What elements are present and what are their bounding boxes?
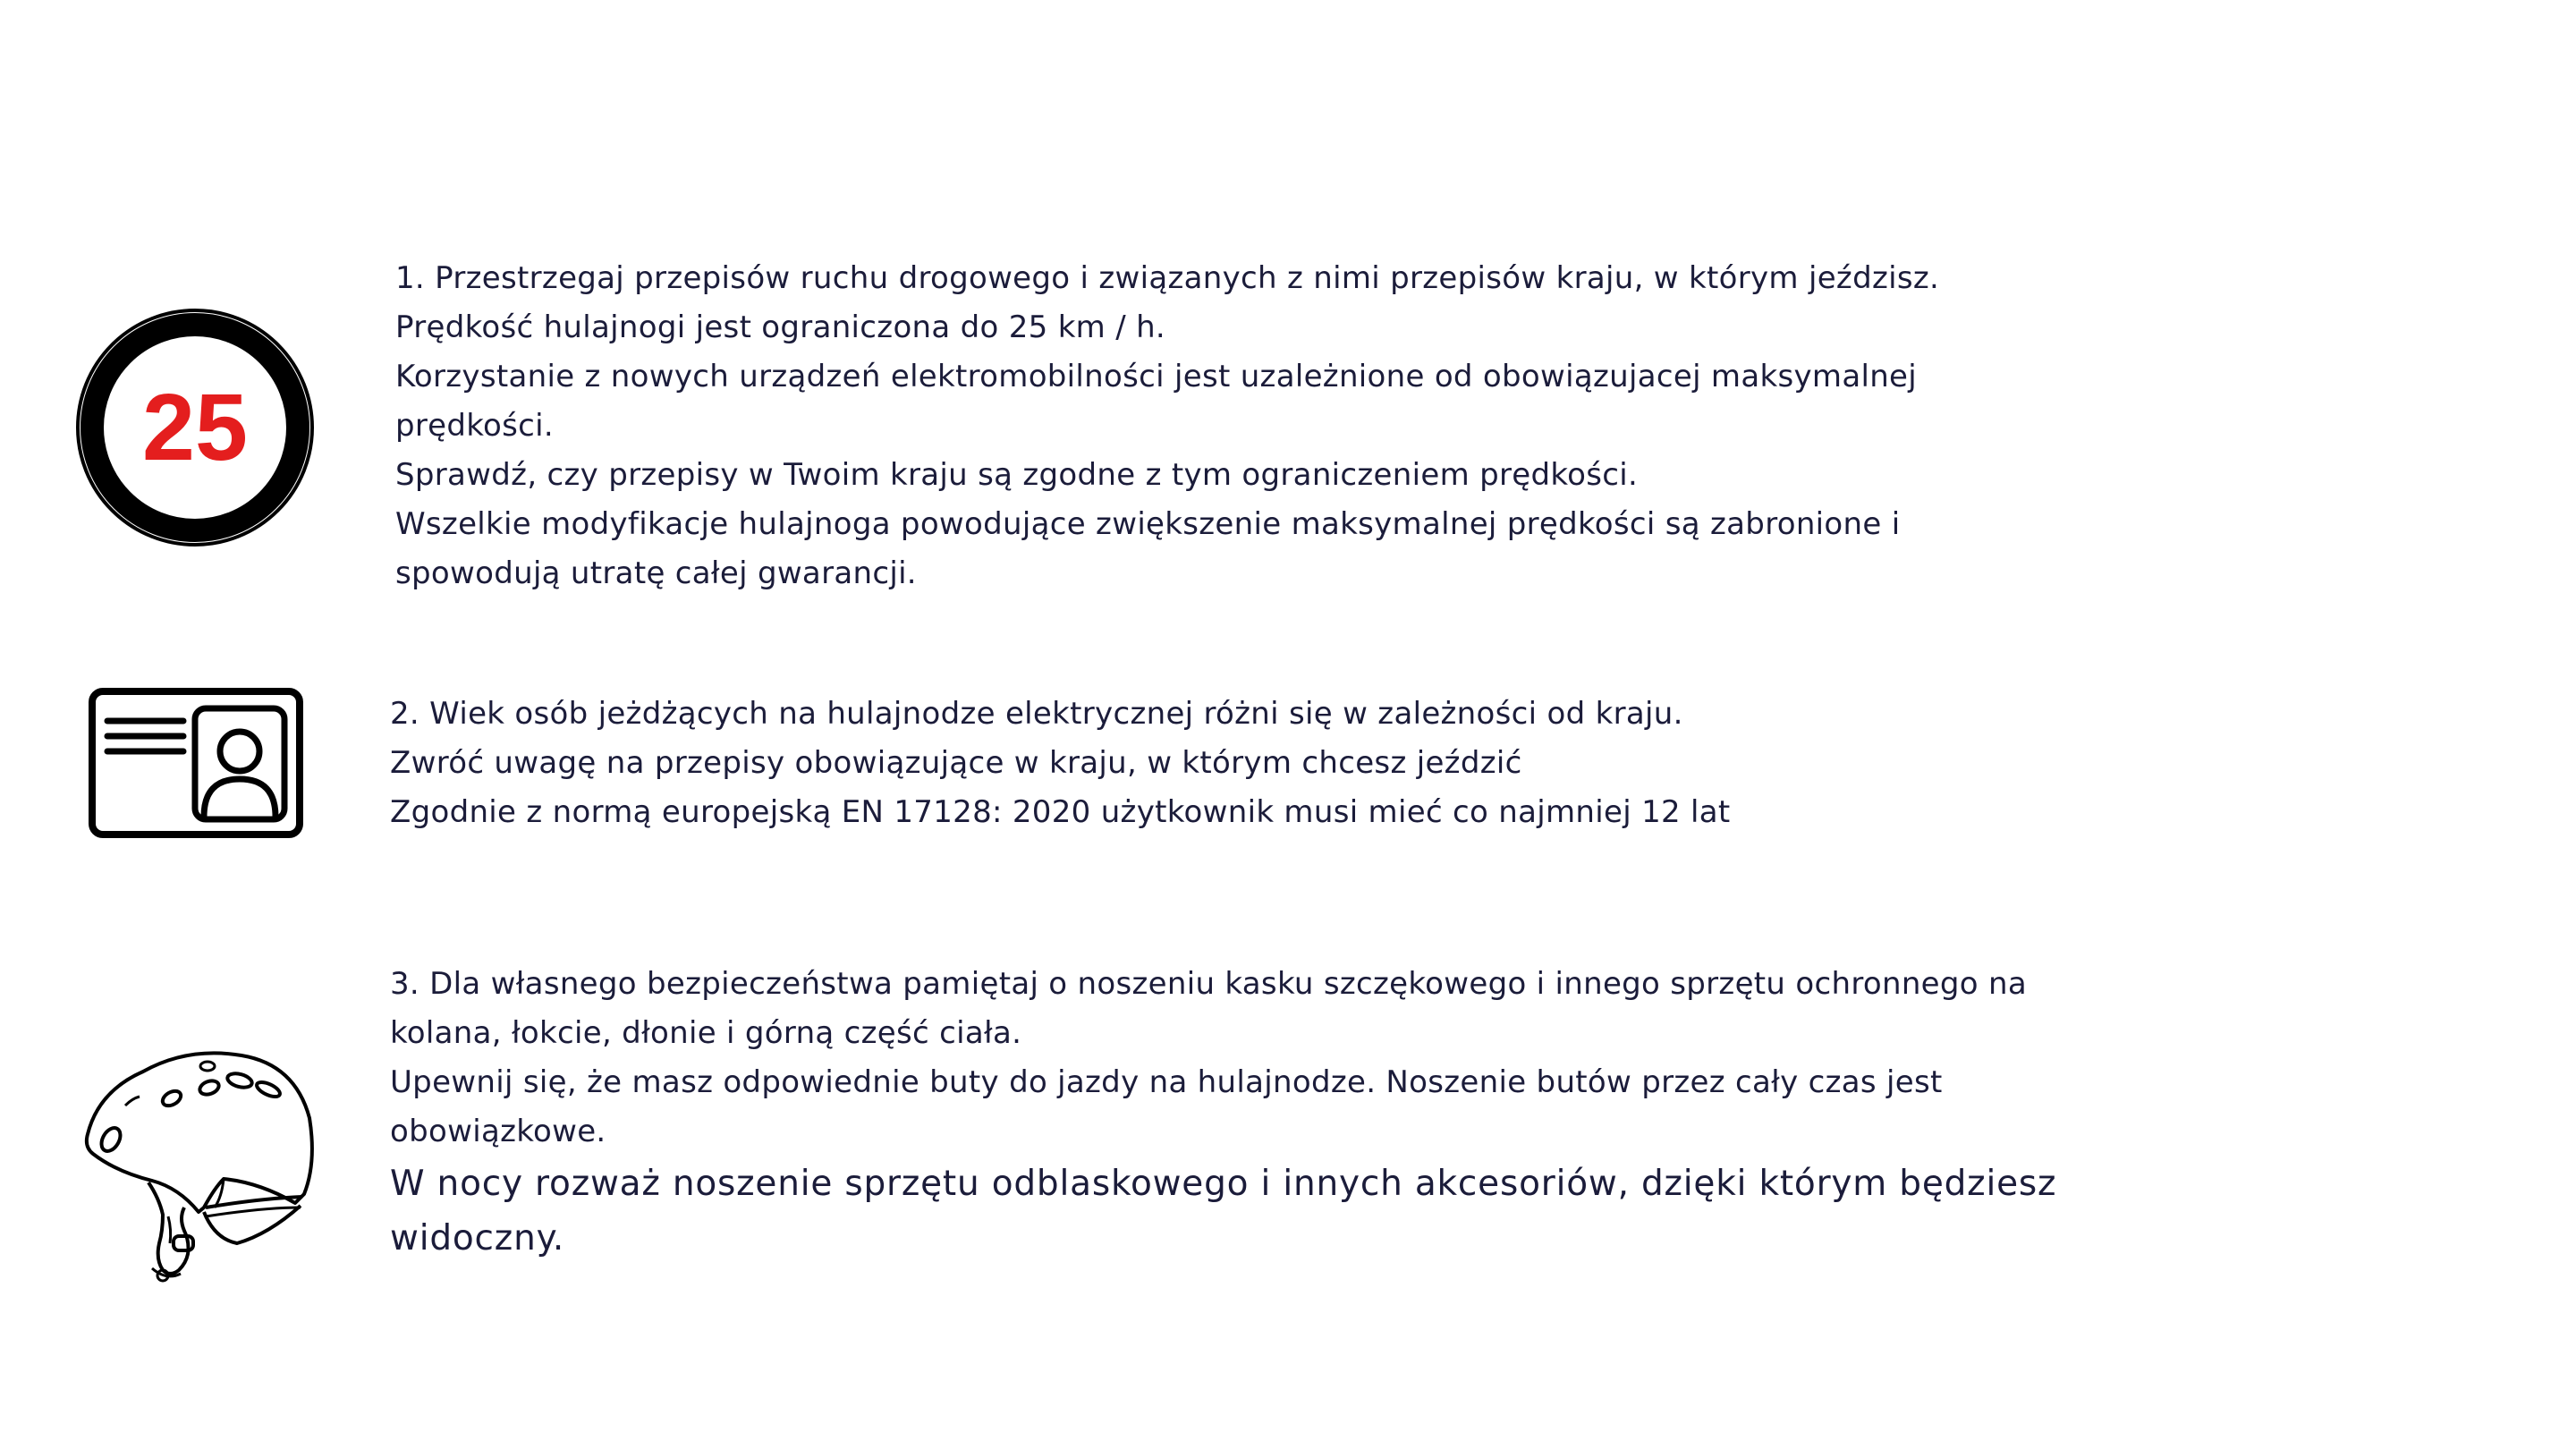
paragraph-line: 1. Przestrzegaj przepisów ruchu drogowego i związanych z nimi przepisów kraju, w którym jeździsz. bbox=[395, 260, 1940, 296]
paragraph-line: 2. Wiek osób jeżdżących na hulajnodze elektrycznej różni się w zależności od kraju. bbox=[390, 696, 1683, 732]
speed-limit-25-icon bbox=[75, 308, 315, 547]
paragraph-line: Zwróć uwagę na przepisy obowiązujące w kraju, w którym chcesz jeździć bbox=[390, 745, 1522, 781]
paragraph-line: kolana, łokcie, dłonie i górną część ciała. bbox=[390, 1015, 1022, 1051]
paragraph-line: Sprawdź, czy przepisy w Twoim kraju są zgodne z tym ograniczeniem prędkości. bbox=[395, 457, 1639, 493]
paragraph-line: prędkości. bbox=[395, 408, 555, 444]
section-speed-limit-text bbox=[395, 254, 1939, 598]
paragraph-line: obowiązkowe. bbox=[390, 1114, 606, 1149]
paragraph-line: Upewnij się, że masz odpowiednie buty do jazdy na hulajnodze. Noszenie butów przez cały czas jest bbox=[390, 1064, 1943, 1100]
paragraph-line: Korzystanie z nowych urządzeń elektromobilności jest uzależnione od obowiązujacej maksymalnej bbox=[395, 359, 1918, 394]
speed-limit-number: 25 bbox=[142, 375, 248, 480]
paragraph-line: Zgodnie z normą europejską EN 17128: 2020 użytkownik musi mieć co najmniej 12 lat bbox=[390, 794, 1731, 830]
paragraph-line: Wszelkie modyfikacje hulajnoga powodujące zwiększenie maksymalnej prędkości są zabronione i bbox=[395, 506, 1901, 542]
paragraph-line: 3. Dla własnego bezpieczeństwa pamiętaj o noszeniu kasku szczękowego i innego sprzętu ochronnego na bbox=[390, 966, 2027, 1002]
section-age-text bbox=[390, 690, 1731, 837]
paragraph-line: Prędkość hulajnogi jest ograniczona do 25 km / h. bbox=[395, 309, 1166, 345]
section-helmet-text bbox=[390, 960, 2056, 1266]
helmet-icon bbox=[80, 1029, 322, 1288]
paragraph-line: W nocy rozważ noszenie sprzętu odblaskowego i innych akcesoriów, dzięki którym będziesz bbox=[390, 1164, 2057, 1204]
paragraph-line: spowodują utratę całej gwarancji. bbox=[395, 555, 917, 591]
id-card-icon bbox=[88, 687, 304, 839]
paragraph-line: widoczny. bbox=[390, 1218, 565, 1258]
